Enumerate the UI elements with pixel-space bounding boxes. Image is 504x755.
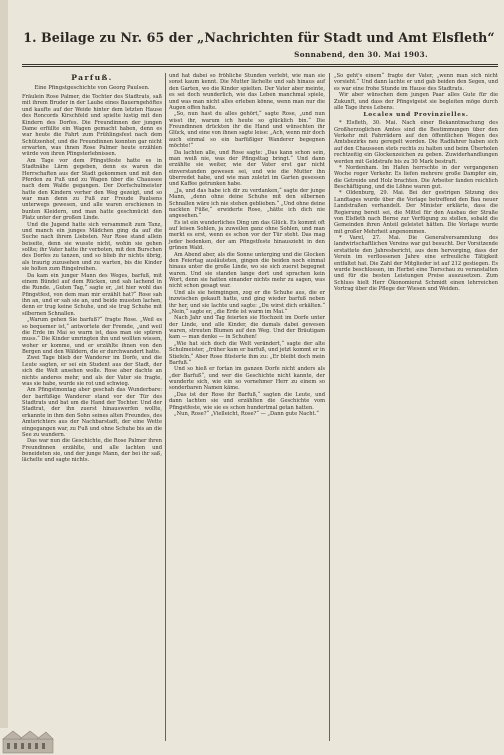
news-item: * Varel, 27. Mai. Die Generalversammlung des landwirtschaftlichen Vereins war gut besucht. Der Vorsitzende erstattete den Jahresbericht, aus dem hervorging, dass der Verein im verflossenen Jahre eine erfreuliche Tätigkeit entfaltet hat. Die Zahl der Mitglieder ist auf 212 gestiegen. Es wurde beschlossen, im Herbst eine Tierschau zu veranstalten und für die besten Leistungen Preise auszusetzen. Zum Schluss hielt Herr Ökonomierat Schmidt einen lehrreichen Vortrag über die Pflege der Wiesen und Weiden. xyxy=(334,235,498,292)
news-item: * Elsfleth, 30. Mai. Nach einer Bekanntmachung des Großherzoglichen Amtes sind die Bestimmungen über den Verkehr mit Fahrrädern auf den öffentlichen Wegen des Amtsbezirks neu geregelt worden. Die Radfahrer haben sich auf den Chausseen stets rechts zu halten und beim Überholen rechtzeitig ein Glockenzeichen zu geben. Zuwiderhandlungen werden mit Geldstrafe bis zu 30 Mark bestraft. xyxy=(334,120,498,165)
masthead-title: 1. Beilage zu Nr. 65 der „Nachrichten für Stadt und Amt Elsfleth“ xyxy=(23,30,495,45)
paragraph: Da lachten alle, und Rose sagte: „Das kann schon sein, man weiß nie, was der Pfingsttag bringt.“ Und dann erzählte sie weiter, wie der Vater erst gar nicht einverstanden gewesen sei, und wie die Mutter ihn überredet habe, und wie man zuletzt im Garten gesessen und Kaffee getrunken habe. xyxy=(169,149,325,188)
story-byline: Eine Pfingstgeschichte von Georg Paulsen. xyxy=(34,85,150,91)
column-1 xyxy=(22,73,162,464)
masthead-date: Sonnabend, den 30. Mai 1903. xyxy=(294,50,428,59)
paragraph: „Nun, Rose?“ „Vielleicht, Rose?“ — „Dann gute Nacht.“ xyxy=(174,410,319,417)
paragraph: Und die Jugend hatte sich versammelt zum Tanz, und manch ein junges Mädchen ging da auf die Suche nach ihrem Liebsten. Nur Rose stand allein beiseite, denn sie wusste nicht, wohin sie gehen sollte; ihr Vater hatte ihr verboten, mit den Burschen des Dorfes zu tanzen, und so blieb ihr nichts übrig, als traurig zuzusehen und zu warten, bis die Kinder sie holten zum Ringelreihen. xyxy=(22,221,162,273)
paragraph: Zwei Tage blieb der Wanderer im Dorfe, und die Leute sagten, er sei ein Student aus der Stadt, der sich die Welt ansehen wolle. Rose aber dachte an nichts anderes mehr, und als der Vater sie fragte, was sie habe, wurde sie rot und schwieg. xyxy=(22,355,162,387)
paragraph: Und so hieß er fortan im ganzen Dorfe nicht anders als „der Barfuß“, und wer die Geschichte nicht kannte, der wunderte sich, wie ein so vornehmer Herr zu einem so sonderbaren Namen käme. xyxy=(169,366,325,392)
page-edge xyxy=(0,0,8,755)
column-divider-1 xyxy=(165,73,166,741)
paragraph: Am Abend aber, als die Sonne unterging und die Glocken den Feiertag ausläuteten, gingen die beiden noch einmal hinaus unter die große Linde, wo sie sich zuerst begegnet waren. Und sie standen lange dort und sprachen kein Wort, denn sie hatten einander nichts mehr zu sagen, was nicht schon gesagt war. xyxy=(169,251,325,290)
paragraph: „Das ist der Rose ihr Barfuß,“ sagten die Leute, und dann lachten sie und erzählten die Geschichte vom Pfingstfeste, wie sie es schon hundertmal getan hatten. xyxy=(169,391,325,411)
paragraph: Fräulein Rose Palmer, die Tochter des Stadtrats, saß mit ihrem Bruder in der Laube eines Bauerngehöftes und kaufte auf der Weide hinter dem letzten Hause des Roncords Kirschfeld und spielte lustig mit den Kindern des Dorfes. Die Freundinnen der jungen Dame erfüllte ein Wagen gemacht haben, denn es war heute die Fahrt zum Frühlingsfest nach dem Schützenhof, und die Freundinnen konnten gar nicht erwarten, was ihnen Rose Palmer heute erzählen würde von ihren Pfingsterlebnissen. xyxy=(22,94,162,158)
paragraph: Da kam ein junger Mann des Weges, barfuß, mit einem Bündel auf dem Rücken, und sah lachend in die Runde. „Guten Tag,“ sagte er, „ist hier wohl das Pfingstfest, von dem man mir erzählt hat?“ Rose sah ihn an, und er sah sie an, und beide mussten lachen, denn er trug keine Schuhe, und sie trug Schuhe mit silbernen Schnallen. xyxy=(22,272,162,317)
paragraph: und hat dabei so fröhliche Stunden verlebt, wie man sie sonst kaum kennt. Die Mutter lächelte und sah hinaus auf den Garten, wo die Kinder spielten. Der Vater aber meinte, es sei doch wunderlich, wie das Leben manchmal spiele, und was man nicht alles erleben könne, wenn man nur die Augen offen halte. xyxy=(169,73,325,111)
paragraph: „So, nun hast du alles gehört,“ sagte Rose, „und nun wisst ihr, warum ich heute so glücklich bin.“ Die Freundinnen drückten ihr die Hand und wünschten ihr Glück, und eine von ihnen sagte leise: „Ach, wenn mir doch auch einmal so ein barfüßiger Wanderer begegnen möchte!“ xyxy=(169,111,325,150)
column-2 xyxy=(169,73,325,417)
paragraph: Am Pfingstmontag aber geschah das Wunderbare: der barfüßige Wanderer stand vor der Tür des Stadtrats und bat um die Hand der Tochter. Und der Stadtrat, der ihn zuerst hinauswerfen wollte, erkannte in ihm den Sohn seines alten Freundes, des Amtsrichters aus der Nachbarstadt, der eine Wette eingegangen war, zu Fuß und ohne Schuhe bis an die See zu wandern. xyxy=(22,387,162,438)
column-3 xyxy=(334,73,498,292)
paragraph: Nach Jahr und Tag feierten sie Hochzeit im Dorfe unter der Linde, und alle Kinder, die damals dabei gewesen waren, streuten Blumen auf den Weg. Und der Bräutigam kam — man denke — in Schuhen! xyxy=(169,315,325,341)
header-rule-bottom xyxy=(22,66,498,67)
section-heading: Locales und Provinzielles. xyxy=(363,112,469,119)
column-divider-2 xyxy=(329,73,330,741)
paragraph: Am Tage vor dem Pfingstfeste hatte es in Stadtnähe Lärm gegeben, denn es waren die Herrschaften aus der Stadt gekommen und mit den Pferden zu Fuß und zu Wagen über die Chaussee nach dem Walde gegangen. Der Dorfschulmeister hatte den Kindern vorher den Weg gezeigt, und so war man denn zu Fuß zur Freude Paulsens unterwegs gewesen, und alle waren erschienen in bunten Kleidern, und man hatte geschmückt den Platz unter der großen Linde. xyxy=(22,157,162,222)
paragraph: Es ist ein wunderliches Ding um das Glück. Es kommt oft auf leisen Sohlen, ja zuweilen ganz ohne Sohlen, und man merkt es erst, wenn es schon vor der Tür steht. Das mag jeder bedenken, der am Pfingstfeste hinauszieht in den grünen Wald. xyxy=(169,219,325,252)
paragraph: „Wie hat sich doch die Welt verändert,“ sagte der alte Schulmeister, „früher kam er barfuß, und jetzt kommt er in Stiefeln.“ Aber Rose flüsterte ihm zu: „Er bleibt doch mein Barfuß.“ xyxy=(169,340,325,366)
paragraph: „So geht's einem“ fragte der Vater, „wenn man sich nicht vorsieht.“ Und dann lachte er und gab beiden den Segen, und es war eine frohe Stunde im Hause des Stadtrats. xyxy=(334,73,498,92)
story-title: Parfuß. xyxy=(71,73,113,82)
library-logo xyxy=(0,728,60,755)
paragraph: Wir aber wünschen dem jungen Paar alles Gute für die Zukunft, und dass der Pfingstgeist sie begleiten möge durch alle Tage ihres Lebens. xyxy=(334,92,498,111)
paragraph: Und als sie heimgingen, zog er die Schuhe aus, die er inzwischen gekauft hatte, und ging wieder barfuß neben ihr her, und sie lachte und sagte: „Du wirst dich erkälten.“ „Nein,“ sagte er, „die Erde ist warm im Mai.“ xyxy=(169,289,325,315)
news-item: * Oldenburg, 29. Mai. Bei der gestrigen Sitzung des Landtages wurde über die Vorlage betreffend den Bau neuer Landstraßen verhandelt. Der Minister erklärte, dass die Regierung bereit sei, die Mittel für den Ausbau der Straße von Elsfleth nach Berne zur Verfügung zu stellen, sobald die Gemeinden ihren Anteil geleistet hätten. Die Vorlage wurde mit großer Mehrheit angenommen. xyxy=(334,190,498,235)
news-item: * Nordenham. Im Hafen herrschte in der vergangenen Woche reger Verkehr. Es liefen mehrere große Dampfer ein, die Getreide und Holz brachten. Die Arbeiter fanden reichlich Beschäftigung, und die Löhne waren gut. xyxy=(334,164,498,190)
header-rule-top xyxy=(22,64,498,65)
page-header xyxy=(20,30,498,59)
paragraph: Das war nun die Geschichte, die Rose Palmer ihren Freundinnen erzählte, und alle lachten und beneideten sie, und der junge Mann, der bei ihr saß, lächelte und sagte nichts. xyxy=(22,438,162,464)
paragraph: „Ja, und das habe ich dir zu verdanken,“ sagte der junge Mann, „denn ohne deine Schuhe mit den silbernen Schnallen wäre ich nie stehen geblieben.“ „Und ohne deine nackten Füße,“ erwiderte Rose, „hätte ich dich nie angesehen.“ xyxy=(169,187,325,220)
paragraph: „Warum gehen Sie barfuß?“ fragte Rose. „Weil es so bequemer ist,“ antwortete der Fremde, „und weil die Erde im Mai so warm ist, dass man sie spüren muss.“ Die Kinder umringten ihn und wollten wissen, woher er komme, und er erzählte ihnen von den Bergen und den Wäldern, die er durchwandert hatte. xyxy=(22,317,162,355)
